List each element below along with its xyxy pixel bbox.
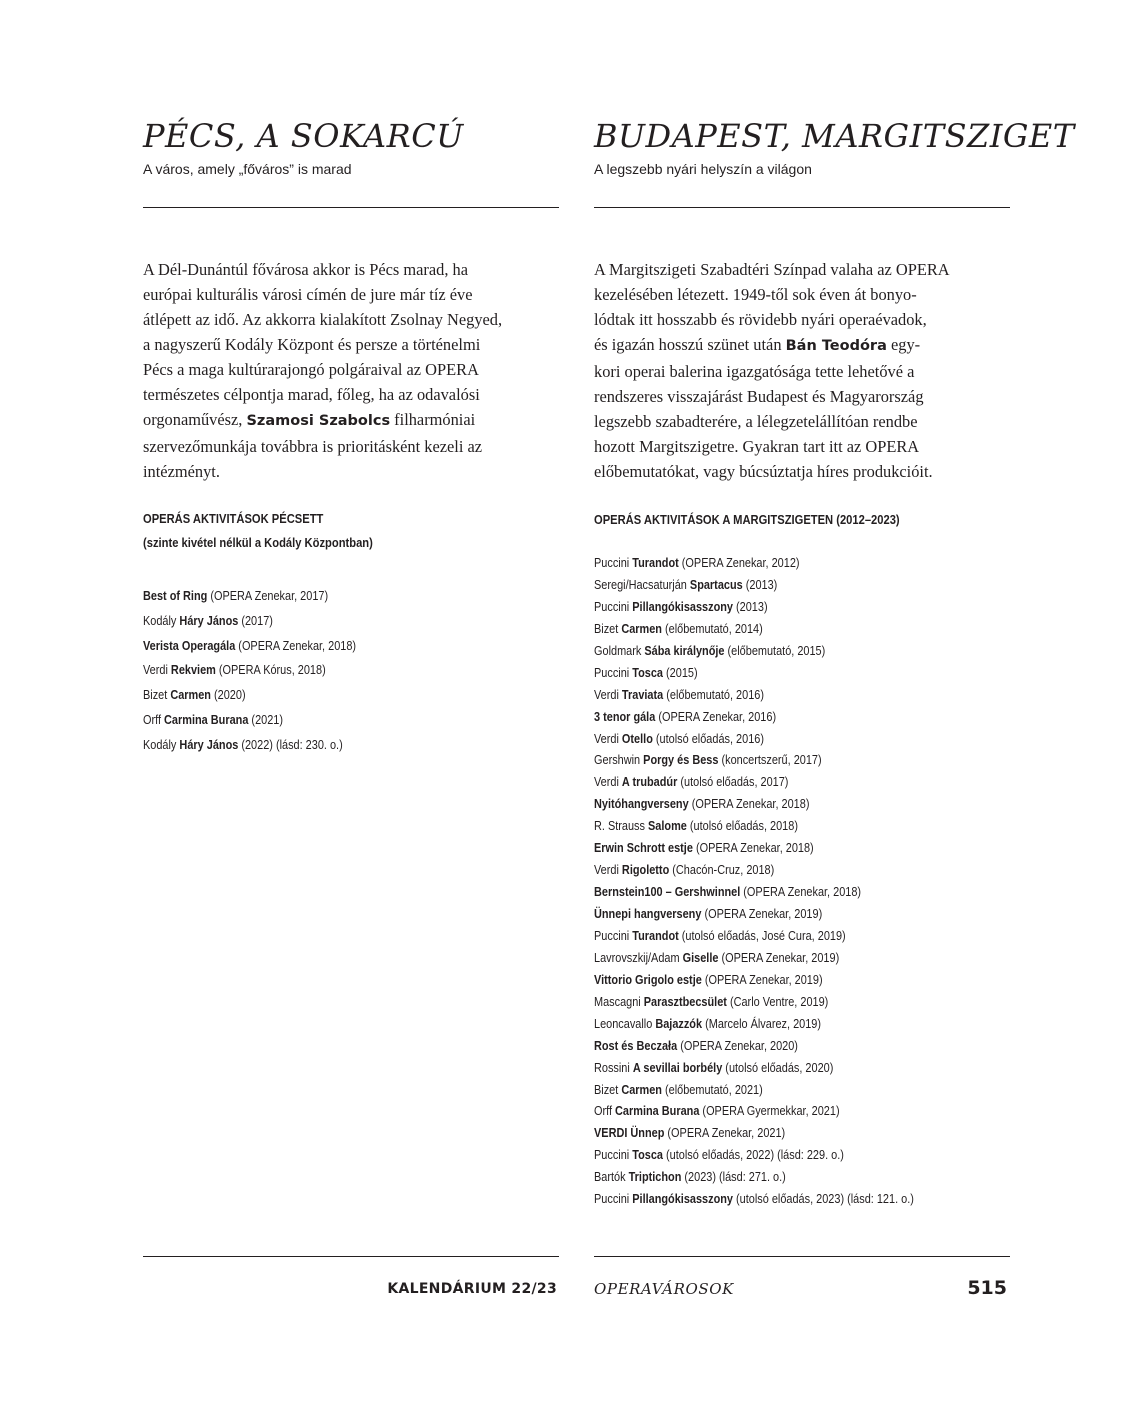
list-item-work-title: Tosca — [632, 1147, 663, 1163]
list-item — [143, 733, 356, 758]
list-item-details: (utolsó előadás, 2016) — [652, 730, 764, 746]
list-item-work-title: Pillangókisasszony — [632, 1191, 733, 1207]
list-item-details: (OPERA Zenekar, 2019) — [718, 949, 840, 965]
body-text-segment: Pécs a maga kultúrarajongó polgáraival az OPERA — [143, 360, 479, 379]
list-item — [594, 991, 914, 1013]
body-line — [143, 257, 559, 282]
body-line — [594, 332, 1010, 359]
body-text-segment: a nagyszerű Kodály Központ és persze a történelmi — [143, 335, 481, 354]
list-item-details: (OPERA Gyermekkar, 2021) — [699, 1103, 840, 1119]
list-item-details: (előbemutató, 2021) — [661, 1081, 763, 1097]
right-activity-list — [594, 552, 914, 1210]
list-item-work-title: Bernstein100 – Gershwinnel — [594, 884, 741, 900]
body-text-segment: lódtak itt hosszabb és rövidebb nyári operaévadok, — [594, 310, 927, 329]
body-text-segment: kori operai balerina igazgatósága tette lehetővé a — [594, 362, 915, 381]
right-top-rule — [594, 207, 1010, 208]
list-item-composer: Bizet — [143, 687, 171, 703]
list-item-details: (2022) (lásd: 230. o.) — [238, 736, 343, 752]
right-subtitle: A legszebb nyári helyszín a világon — [594, 161, 812, 177]
list-item-work-title: Háry János — [179, 612, 239, 628]
list-item-details: (2013) — [732, 598, 768, 614]
list-item-composer: Verdi — [594, 774, 622, 790]
list-item — [594, 574, 914, 596]
list-item-work-title: Giselle — [682, 949, 719, 965]
list-item-work-title: Ünnepi hangverseny — [594, 906, 702, 921]
body-line — [143, 282, 559, 307]
body-text-segment: A Dél-Dunántúl fővárosa akkor is Pécs marad, ha — [143, 260, 468, 279]
list-item — [594, 837, 914, 859]
list-item — [594, 793, 914, 815]
body-highlight-name: Bán Teodóra — [785, 338, 887, 354]
list-item-details: (utolsó előadás, 2020) — [722, 1059, 834, 1075]
list-item-composer: Gershwin — [594, 752, 644, 768]
list-item-composer: Puccini — [594, 927, 633, 943]
list-item-composer: Orff — [594, 1103, 616, 1119]
list-item-details: (koncertszerű, 2017) — [718, 752, 822, 768]
list-item-details: (OPERA Zenekar, 2018) — [688, 796, 810, 812]
list-item-work-title: A trubadúr — [621, 774, 678, 790]
left-section-subtitle: (szinte kivétel nélkül a Kodály Központban) — [143, 535, 373, 550]
left-body-text — [143, 257, 559, 484]
list-item — [594, 618, 914, 640]
body-text-segment: természetes célpontja marad, főleg, ha az odavalósi — [143, 385, 480, 404]
list-item-work-title: Carmen — [621, 1081, 662, 1097]
body-line — [594, 409, 1010, 434]
body-line — [143, 307, 559, 332]
body-text-segment: filharmóniai — [390, 410, 476, 429]
list-item-work-title: Carmina Burana — [164, 711, 249, 727]
list-item — [594, 1035, 914, 1057]
list-item-details: (2017) — [238, 612, 273, 628]
body-line — [143, 434, 559, 459]
list-item-composer: Puccini — [594, 598, 633, 614]
list-item — [594, 706, 914, 728]
list-item — [594, 815, 914, 837]
list-item-work-title: Carmen — [621, 620, 662, 636]
list-item-details: (2023) (lásd: 271. o.) — [681, 1169, 786, 1185]
list-item-details: (2013) — [742, 576, 778, 592]
list-item-composer: Bizet — [594, 620, 622, 636]
list-item-details: (OPERA Zenekar, 2018) — [235, 637, 357, 653]
list-item-work-title: Best of Ring — [143, 588, 208, 603]
right-bottom-rule — [594, 1256, 1010, 1257]
list-item-composer: R. Strauss — [594, 818, 649, 834]
body-text-segment: és igazán hosszú szünet után — [594, 335, 786, 354]
list-item-composer: Verdi — [594, 686, 622, 702]
list-item-composer: Rossini — [594, 1059, 633, 1075]
list-item-composer: Goldmark — [594, 642, 645, 658]
list-item-work-title: Carmen — [170, 687, 211, 703]
left-section-title: OPERÁS AKTIVITÁSOK PÉCSETT — [143, 511, 324, 526]
list-item-composer: Puccini — [594, 1147, 633, 1163]
body-line — [143, 332, 559, 357]
body-text-segment: európai kulturális városi címén de jure már tíz éve — [143, 285, 473, 304]
list-item-work-title: A sevillai borbély — [632, 1059, 723, 1075]
list-item-work-title: Rekviem — [170, 662, 216, 678]
page-number: 515 — [967, 1277, 1007, 1299]
list-item-work-title: Carmina Burana — [615, 1103, 700, 1119]
list-item-details: (OPERA Zenekar, 2017) — [207, 588, 329, 603]
list-item-composer: Kodály — [143, 612, 180, 628]
list-item — [594, 684, 914, 706]
list-item-details: (előbemutató, 2015) — [724, 642, 826, 658]
list-item — [594, 662, 914, 684]
list-item — [594, 969, 914, 991]
list-item-work-title: Parasztbecsület — [643, 993, 727, 1009]
body-line — [594, 307, 1010, 332]
list-item-work-title: Nyitóhangverseny — [594, 796, 689, 812]
left-activity-list — [143, 584, 356, 758]
list-item — [143, 683, 356, 708]
left-top-rule — [143, 207, 559, 208]
body-line — [143, 382, 559, 407]
list-item-work-title: Verista Operagála — [143, 637, 236, 653]
list-item-composer: Verdi — [143, 662, 171, 678]
list-item-details: (2015) — [662, 664, 698, 680]
list-item-details: (Chacón-Cruz, 2018) — [669, 862, 775, 878]
list-item — [594, 1100, 914, 1122]
list-item — [594, 1188, 914, 1210]
list-item-composer: Puccini — [594, 555, 633, 570]
list-item-work-title: Bajazzók — [655, 1015, 703, 1031]
list-item — [143, 634, 356, 659]
body-text-segment: szervezőmunkája továbbra is prioritásként kezeli az — [143, 437, 483, 456]
list-item-work-title: Rigoletto — [621, 862, 670, 878]
list-item-details: (utolsó előadás, 2023) (lásd: 121. o.) — [732, 1191, 914, 1207]
list-item — [594, 749, 914, 771]
list-item-composer: Lavrovszkij/Adam — [594, 949, 683, 965]
footer-publication: KALENDÁRIUM 22/23 — [387, 1281, 557, 1297]
list-item — [594, 859, 914, 881]
left-subtitle: A város, amely „főváros” is marad — [143, 161, 352, 177]
body-line — [143, 407, 559, 434]
list-item-work-title: Spartacus — [689, 576, 743, 592]
list-item-details: (OPERA Zenekar, 2018) — [692, 840, 814, 856]
list-item — [594, 771, 914, 793]
list-item-work-title: Traviata — [621, 686, 664, 702]
body-line — [594, 359, 1010, 384]
list-item-work-title: Háry János — [179, 736, 239, 752]
list-item-details: (OPERA Zenekar, 2021) — [664, 1125, 786, 1141]
list-item-details: (OPERA Zenekar, 2016) — [655, 708, 777, 724]
left-bottom-rule — [143, 1256, 559, 1257]
list-item-work-title: Turandot — [632, 927, 679, 943]
body-text-segment: előbemutatókat, vagy búcsúztatja híres produkcióit. — [594, 462, 933, 481]
body-text-segment: hozott Margitszigetre. Gyakran tart itt az OPERA — [594, 437, 920, 456]
left-section-heading — [143, 507, 373, 555]
list-item-composer: Puccini — [594, 664, 633, 680]
list-item — [594, 1166, 914, 1188]
list-item-work-title: Porgy és Bess — [643, 752, 719, 768]
list-item-composer: Seregi/Hacsaturján — [594, 576, 690, 592]
right-section-heading — [594, 508, 900, 532]
body-line — [594, 384, 1010, 409]
right-title: BUDAPEST, MARGITSZIGET — [594, 117, 1075, 155]
list-item-work-title: Erwin Schrott estje — [594, 840, 693, 856]
list-item-work-title: Turandot — [632, 555, 679, 570]
list-item-composer: Orff — [143, 711, 165, 727]
body-text-segment: intézményt. — [143, 462, 220, 481]
list-item — [594, 1013, 914, 1035]
list-item-details: (OPERA Kórus, 2018) — [215, 662, 326, 678]
list-item-details: (utolsó előadás, José Cura, 2019) — [678, 927, 846, 943]
list-item — [143, 584, 356, 609]
list-item-details: (utolsó előadás, 2018) — [686, 818, 798, 834]
list-item-composer: Puccini — [594, 1191, 633, 1207]
list-item — [143, 708, 356, 733]
body-text-segment: A Margitszigeti Szabadtéri Színpad valaha az OPERA — [594, 260, 950, 279]
list-item-details: (előbemutató, 2014) — [661, 620, 763, 636]
list-item-details: (Marcelo Álvarez, 2019) — [702, 1015, 822, 1031]
body-text-segment: legszebb szabadterére, a lélegzetelállítóan rendbe — [594, 412, 918, 431]
list-item-details: (OPERA Zenekar, 2018) — [740, 884, 862, 900]
list-item — [594, 1057, 914, 1079]
body-highlight-name: Szamosi Szabolcs — [246, 413, 391, 429]
left-title: PÉCS, A SOKARCÚ — [143, 117, 464, 155]
list-item-work-title: VERDI Ünnep — [594, 1125, 665, 1141]
list-item — [143, 609, 356, 634]
list-item-details: (utolsó előadás, 2022) (lásd: 229. o.) — [662, 1147, 844, 1163]
list-item-composer: Bizet — [594, 1081, 622, 1097]
body-text-segment: egy- — [886, 335, 921, 354]
list-item — [594, 1079, 914, 1101]
body-text-segment: orgonaművész, — [143, 410, 247, 429]
body-text-segment: kezelésében létezett. 1949-től sok éven át bonyo- — [594, 285, 917, 304]
list-item-work-title: Sába királynője — [644, 642, 725, 658]
list-item-work-title: Triptichon — [628, 1169, 682, 1185]
body-line — [594, 282, 1010, 307]
body-text-segment: átlépett az idő. Az akkorra kialakított Zsolnay Negyed, — [143, 310, 503, 329]
list-item-work-title: Tosca — [632, 664, 663, 680]
body-line — [143, 459, 559, 484]
body-line — [143, 357, 559, 382]
list-item — [594, 640, 914, 662]
list-item-work-title: Salome — [648, 818, 687, 834]
list-item-details: (utolsó előadás, 2017) — [677, 774, 789, 790]
list-item — [594, 903, 914, 925]
list-item-work-title: Pillangókisasszony — [632, 598, 733, 614]
body-line — [594, 257, 1010, 282]
list-item-composer: Mascagni — [594, 993, 644, 1009]
list-item-work-title: Vittorio Grigolo estje — [594, 971, 702, 987]
right-section-title: OPERÁS AKTIVITÁSOK A MARGITSZIGETEN (2012–2023) — [594, 512, 900, 527]
list-item-details: (OPERA Zenekar, 2020) — [677, 1037, 798, 1053]
list-item-details: (OPERA Zenekar, 2019) — [701, 906, 823, 921]
list-item — [594, 1144, 914, 1166]
list-item — [594, 881, 914, 903]
list-item — [594, 596, 914, 618]
list-item-composer: Leoncavallo — [594, 1015, 656, 1031]
list-item-composer: Verdi — [594, 730, 622, 746]
list-item-composer: Verdi — [594, 862, 622, 878]
body-line — [594, 434, 1010, 459]
list-item-work-title: Rost és Beczała — [594, 1037, 678, 1053]
list-item — [594, 925, 914, 947]
footer-section-name: OPERAVÁROSOK — [594, 1280, 734, 1298]
list-item-composer: Bartók — [594, 1169, 629, 1185]
list-item-details: (OPERA Zenekar, 2012) — [678, 555, 800, 570]
list-item — [594, 1122, 914, 1144]
list-item-work-title: 3 tenor gála — [594, 708, 656, 724]
body-line — [594, 459, 1010, 484]
list-item-composer: Kodály — [143, 736, 180, 752]
list-item-work-title: Otello — [621, 730, 653, 746]
list-item-details: (előbemutató, 2016) — [663, 686, 764, 702]
body-text-segment: rendszeres visszajárást Budapest és Magyarország — [594, 387, 924, 406]
list-item — [594, 552, 914, 574]
list-item-details: (2020) — [210, 687, 246, 703]
right-body-text — [594, 257, 1010, 484]
list-item — [594, 728, 914, 750]
list-item-details: (OPERA Zenekar, 2019) — [701, 971, 823, 987]
list-item-details: (2021) — [248, 711, 284, 727]
list-item — [143, 658, 356, 683]
list-item-details: (Carlo Ventre, 2019) — [726, 993, 829, 1009]
list-item — [594, 947, 914, 969]
